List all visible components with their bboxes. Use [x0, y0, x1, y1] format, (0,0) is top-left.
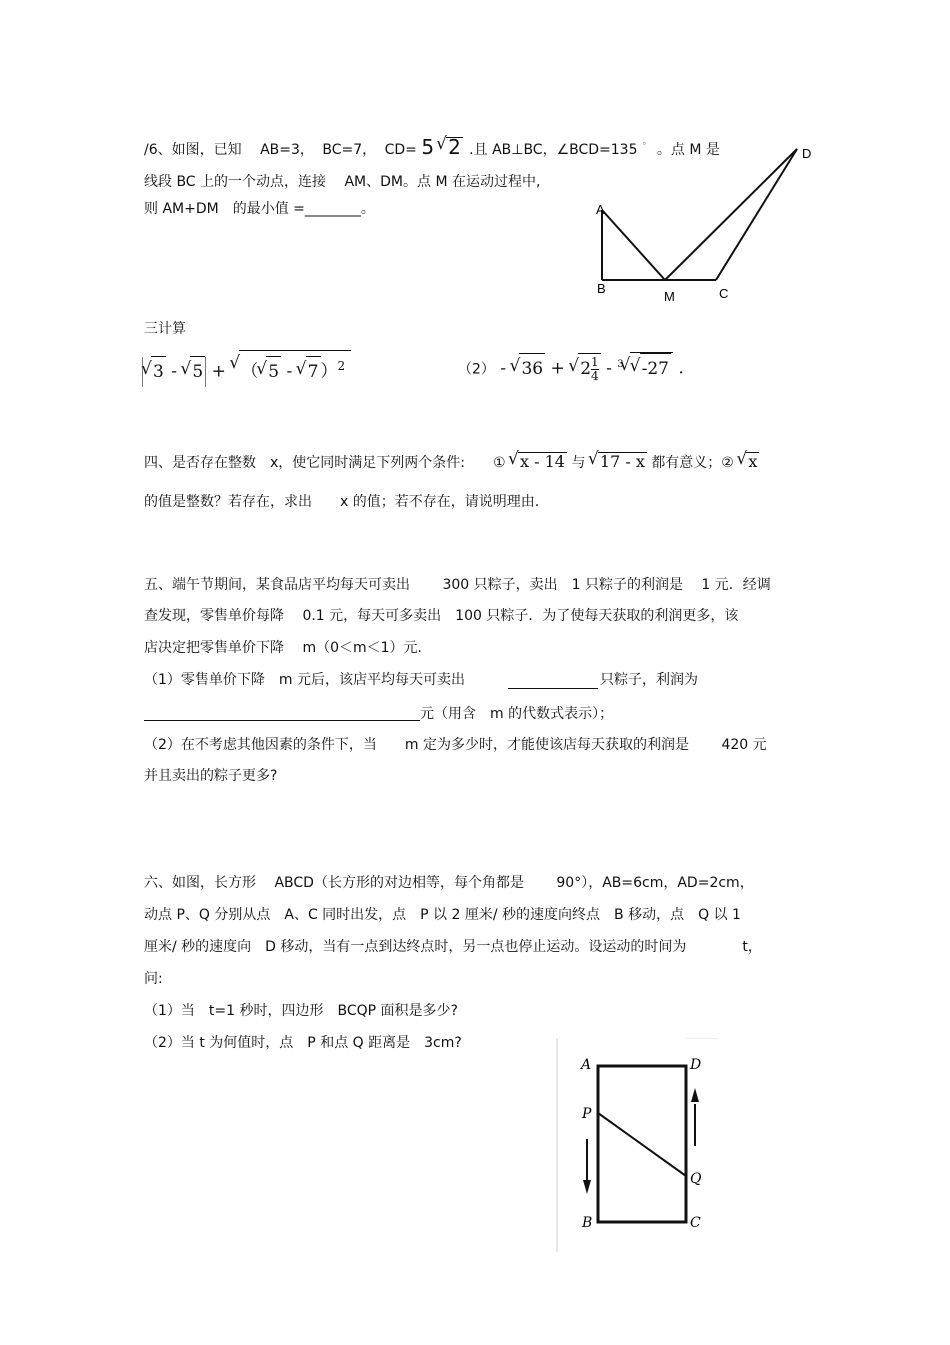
- s4-text1: 四、是否存在整数 x，使它同时满足下列两个条件: ①: [144, 455, 506, 471]
- s3-e2-radical-1: √ 36: [519, 353, 545, 384]
- s6-label-d: D: [690, 1057, 702, 1073]
- s4-line1: [144, 452, 759, 472]
- s3-e1-plus: +: [211, 361, 226, 382]
- s3-e1-radical-3: √ 5: [266, 356, 281, 387]
- s5-q2b: 并且卖出的粽子更多?: [144, 768, 278, 784]
- s3-e2-radical-mixed: [578, 353, 600, 384]
- q6-prefix: /6、如图，已知: [144, 142, 242, 158]
- q6-segment-md: [665, 149, 797, 280]
- s4-radical-1: √ x - 14: [518, 452, 567, 471]
- s3-e2-label: （2）: [458, 361, 495, 378]
- s3-title: 三计算: [144, 321, 186, 337]
- q6-cd: CD=: [384, 142, 417, 158]
- q6-degree: °: [641, 141, 647, 152]
- q6-cd-radical: √ 2: [446, 137, 463, 156]
- s4-radical-3: √ x: [746, 452, 759, 471]
- s6-line3: 厘米/ 秒的速度向 D 移动，当有一点到达终点时，另一点也停止运动。设运动的时间为 t，: [144, 939, 762, 955]
- q6-label-m: M: [664, 289, 675, 304]
- q6-line3: 则 AM+DM 的最小值 =________。: [144, 201, 375, 217]
- s3-e2-num: 1: [591, 354, 599, 369]
- s6-label-a: A: [581, 1057, 592, 1073]
- s3-e2-den: 4: [591, 368, 599, 383]
- s5-line2: 查发现，零售单价每降 0.1 元，每天可多卖出 100 只粽子．为了使每天获取的利润更多，该: [144, 608, 739, 624]
- s3-e2-cube-root: [630, 352, 673, 384]
- s3-e2-whole: 2: [580, 358, 592, 379]
- s3-e1-exponent: 2: [337, 359, 346, 373]
- q6-ab: AB=3，: [260, 142, 314, 158]
- s6-label-b: B: [582, 1215, 593, 1231]
- s5-line1: 五、端午节期间，某食品店平均每天可卖出 300 只粽子，卖出 1 只粽子的利润是 1 元．经调: [144, 577, 771, 593]
- s5-blank-2[interactable]: [144, 720, 420, 721]
- s4-line2: 的值是整数？若存在，求出 x 的值；若不存在，请说明理由.: [144, 494, 540, 510]
- q6-segment-cd: [716, 149, 797, 280]
- s5-blank-1[interactable]: [508, 688, 598, 689]
- arrow-down-icon: [583, 1139, 591, 1194]
- s6-line1: 六、如图，长方形 ABCD（长方形的对边相等，每个角都是 90°），AB=6cm，AD=2cm，: [144, 875, 754, 891]
- s3-expr-2: [458, 350, 684, 385]
- s6-q2: （2）当 t 为何值时，点 P 和点 Q 距离是 3cm?: [144, 1035, 462, 1051]
- s3-e1-paren-open: （: [241, 361, 259, 382]
- s3-e2-index: 3: [617, 359, 624, 370]
- s3-e2-radical-2: √ -27: [640, 353, 671, 384]
- segment-pq: [598, 1113, 686, 1176]
- q6-condition: .且 AB⊥BC，∠BCD=135: [469, 142, 638, 158]
- s3-e1-radical-1: √ 3: [151, 356, 166, 387]
- s3-e2-end: .: [678, 358, 684, 379]
- s3-e2-minus-2: -: [606, 358, 612, 379]
- s4-mid: 与: [571, 455, 586, 471]
- q6-cd-value: [421, 135, 469, 159]
- s6-diagram: [556, 1038, 720, 1254]
- q6-line2: 线段 BC 上的一个动点，连接 AM、DM。点 M 在运动过程中,: [144, 174, 541, 190]
- q6-label-a: A: [596, 202, 605, 217]
- q6-label-b: B: [597, 281, 606, 296]
- s3-e2-plus: +: [550, 358, 565, 379]
- s3-e1-minus: -: [171, 361, 177, 382]
- s6-line4: 问:: [144, 971, 163, 987]
- s3-e2-minus: -: [500, 358, 507, 379]
- s5-line3: 店决定把零售单价下降 m（0＜m＜1）元．: [144, 640, 432, 656]
- q6-cd-coef: 5: [421, 135, 435, 159]
- s6-label-q: Q: [690, 1171, 702, 1187]
- s6-line2: 动点 P、Q 分别从点 A、C 同时出发，点 P 以 2 厘米/ 秒的速度向终点 B 移动，点 Q 以 1: [144, 907, 741, 923]
- s5-q1a: （1）零售单价下降 m 元后，该店平均每天可卖出: [144, 672, 465, 688]
- q6-segment-am: [602, 210, 665, 280]
- abs-bar-right: [205, 357, 206, 387]
- q6-tail: 。点 M 是: [656, 142, 720, 158]
- s4-text2: 都有意义；②: [651, 455, 734, 471]
- s6-label-p: P: [582, 1106, 592, 1122]
- q6-label-d: D: [802, 146, 812, 161]
- s3-e1-paren-close: ）: [320, 361, 338, 382]
- q6-diagram: [580, 140, 820, 310]
- s3-e1-mid: -: [286, 361, 293, 382]
- s5-q1c: 元（用含 m 的代数式表示）；: [420, 706, 614, 722]
- s3-e1-big-radical: [239, 350, 351, 387]
- s6-label-c: C: [690, 1215, 701, 1231]
- s3-e2-fraction: [591, 356, 599, 383]
- s6-q1: （1）当 t=1 秒时，四边形 BCQP 面积是多少?: [144, 1003, 458, 1019]
- s5-q2a: （2）在不考虑其他因素的条件下，当 m 定为多少时，才能使该店每天获取的利润是 420 元: [144, 737, 767, 753]
- arrow-up-icon: [691, 1088, 699, 1146]
- s5-q1b: 只粽子，利润为: [600, 672, 698, 688]
- s3-expr-1: [142, 350, 351, 387]
- s4-radical-2: √ 17 - x: [598, 452, 647, 471]
- q6-label-c: C: [719, 286, 729, 301]
- s3-e1-radical-4: √ 7: [306, 356, 321, 387]
- q6-bc: BC=7，: [322, 142, 377, 158]
- s3-e1-radical-2: √ 5: [190, 356, 205, 387]
